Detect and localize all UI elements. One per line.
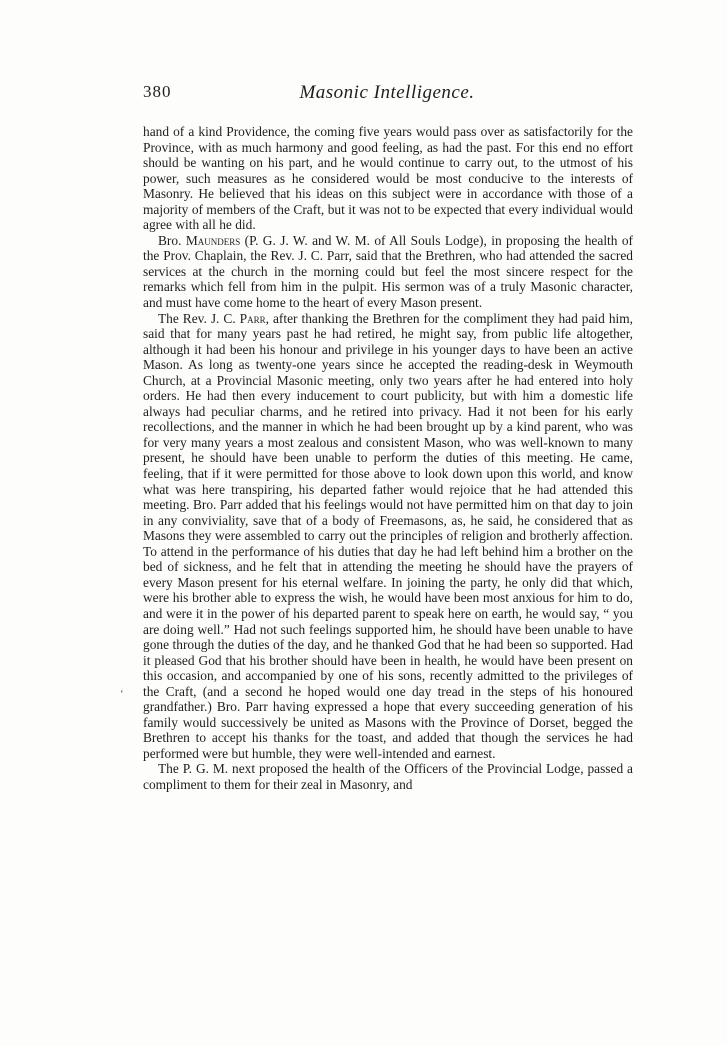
paragraph-text: The P. G. M. next proposed the health of the Officers of the Provincial Lodge, passed a compliment to them for their zeal in Masonry, and (143, 761, 633, 792)
paragraph-parr (143, 311, 633, 762)
paragraph-continuation (143, 124, 633, 233)
paragraph-maunders (143, 233, 633, 311)
speaker-name: Maunders (185, 232, 241, 248)
paragraph-text: hand of a kind Providence, the coming five years would pass over as satisfactorily for the Province, with as much harmony and good feeling, as had the past. For this end no effort should be wanting on his part, and he would continue to carry out, to the utmost of his power, such measures as he considered would be most conducive to the interests of Masonry. He believed that his ideas on this subject were in accordance with those of a majority of members of the Craft, but it was not to be expected that every individual would agree with all he did. (143, 124, 633, 233)
page-number: 380 (143, 82, 172, 101)
article-body (143, 124, 633, 793)
paragraph-pgm (143, 761, 633, 792)
running-head: Masonic Intelligence. (299, 82, 475, 103)
paragraph-lead: Bro. (158, 232, 186, 248)
paragraph-lead: The Rev. J. C. (158, 310, 240, 326)
page-header (143, 82, 631, 108)
paragraph-text: (P. G. J. W. and W. M. of All Souls Lodge), in proposing the health of the Prov. Chaplain, the Rev. J. C. Parr, said that the Brethren, who had attended the sacred services at the church in the morning could but feel the most sincere respect for the remarks which fell from him in the pulpit. His sermon was of a truly Masonic character, and must have come home to the heart of every Mason present. (143, 232, 634, 311)
margin-mark: ‘ (120, 688, 124, 700)
speaker-name: Parr (239, 310, 266, 326)
paragraph-text: , after thanking the Brethren for the compliment they had paid him, said that for many years past he had retired, he might say, from public life altogether, although it had been his honour and privilege in his younger days to have been an active Mason. As long as twenty-one years since he accepted the reading-desk in Weymouth Church, at a Provincial Masonic meeting, only two years after he had entered into holy orders. He had then every inducement to court publicity, but with him a domestic life always had peculiar charms, and he retired into privacy. Had it not been for his early recollections, and the manner in which he had been brought up by a kind parent, who was for very many years a most zealous and consistent Mason, who was well-known to many present, he should have been unable to perform the duties of this meeting. He came, feeling, that if it were permitted for those above to look down upon this world, and know what was here transpiring, his departed father would rejoice that he had attended this meeting. Bro. Parr added that his feelings would not have permitted him on that day to join in any conviviality, save that of a body of Freemasons, as, he said, he considered that as Masons they were assembled to carry out the principles of religion and brotherly affection. To attend in the performance of his duties that day he had left behind him a brother on the bed of sickness, and he felt that in attending the meeting he should have the prayers of every Mason present for his eternal welfare. In joining the party, he only did that which, were his brother able to express the wish, he would have been most anxious for him to do, and were it in the power of his departed parent to speak here on earth, he would say, “ you are doing well.” Had not such feelings supported him, he should have been unable to have gone through the duties of the day, and he thanked God that he had been so supported. Had it pleased God that his brother should have been in health, he would have been present on this occasion, and accompanied by one of his sons, recently admitted to the privileges of the Craft, (and a second he hoped would one day tread in the steps of his honoured grandfather.) Bro. Parr having expressed a hope that every succeeding generation of his family would successively be united as Masons with the Province of Dorset, begged the Brethren to accept his thanks for the toast, and added that though the services he had performed were but humble, they were well-intended and earnest. (143, 310, 633, 761)
